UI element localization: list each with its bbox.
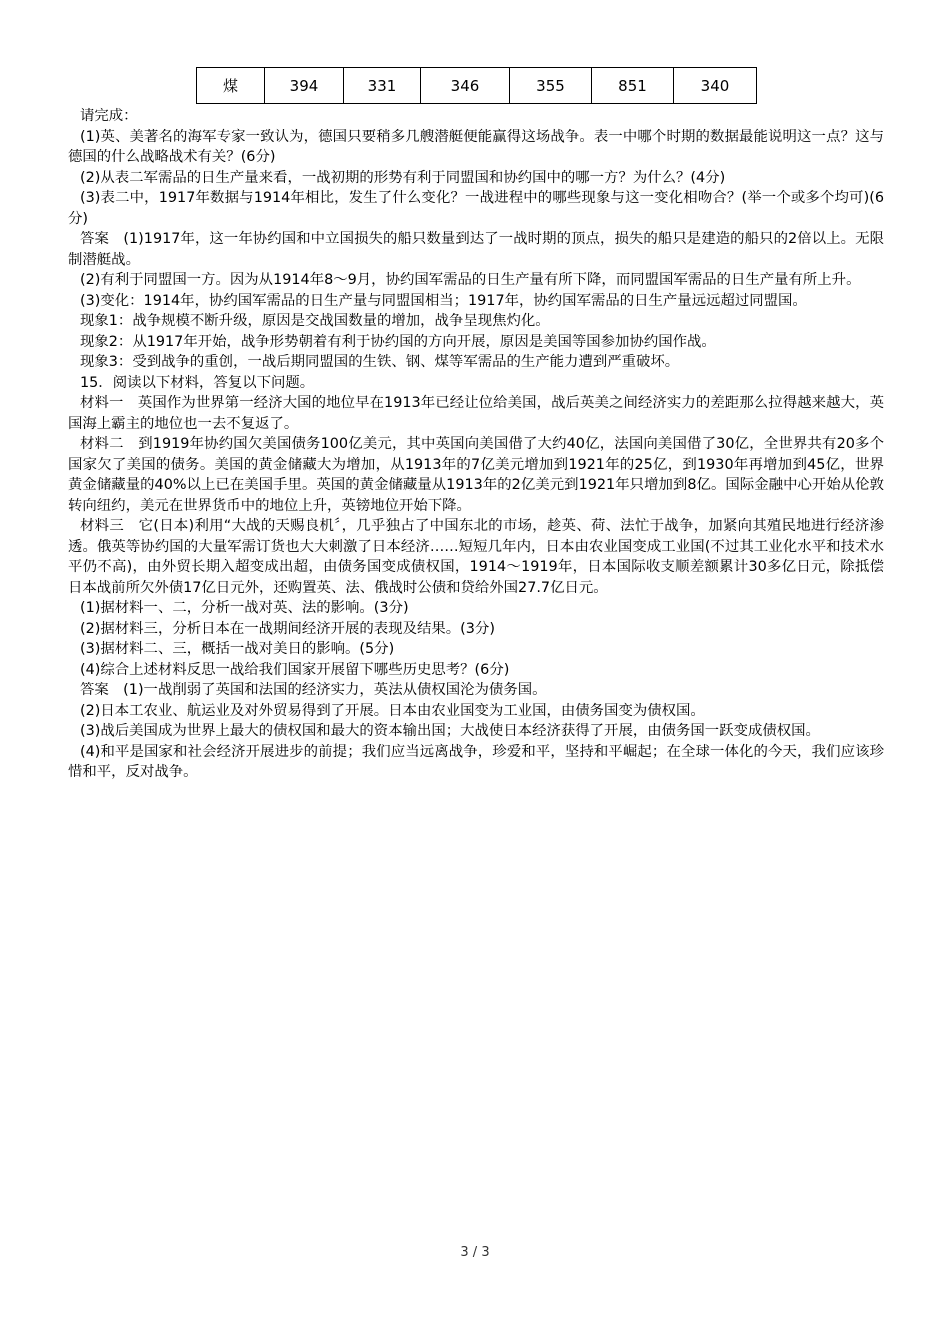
table-cell: 355: [510, 68, 592, 104]
paragraph: 材料三 它(日本)利用“大战的天赐良机〞，几乎独占了中国东北的市场，趁英、荷、法忙于战争，加紧向其殖民地进行经济渗透。俄英等协约国的大量军需订货也大大刺激了日本经济……短短几年内，日本由农业国变成工业国(不过其工业化水平和技术水平仍不高)，由外贸长期入超变成出超，由债务国变成债权国，1914～1919年，日本国际收支顺差额累计30多亿日元，除抵偿日本战前所欠外债17亿日元外，还购置英、法、俄战时公债和贷给外国27.7亿日元。: [68, 518, 884, 596]
coal-data-table: [196, 67, 757, 104]
paragraph: (1)英、美著名的海军专家一致认为，德国只要稍多几艘潜艇便能赢得这场战争。表一中哪个时期的数据最能说明这一点？这与德国的什么战略战术有关？(6分): [68, 128, 884, 165]
paragraph: (2)据材料三，分析日本在一战期间经济开展的表现及结果。(3分): [80, 620, 495, 637]
paragraph: (3)战后美国成为世界上最大的债权国和最大的资本输出国；大战使日本经济获得了开展，由债务国一跃变成债权国。: [80, 723, 820, 739]
paragraph: (2)有利于同盟国一方。因为从1914年8～9月，协约国军需品的日生产量有所下降，而同盟国军需品的日生产量有所上升。: [80, 272, 861, 288]
paragraph: (1)据材料一、二，分析一战对英、法的影响。(3分): [80, 600, 409, 616]
table-cell: 346: [421, 68, 510, 104]
paragraph: 现象2：从1917年开始，战争形势朝着有利于协约国的方向开展，原因是美国等国参加协约国作战。: [80, 333, 716, 350]
paragraph: (2)日本工农业、航运业及对外贸易得到了开展。日本由农业国变为工业国，由债务国变为债权国。: [80, 702, 705, 719]
table-cell: 煤: [197, 68, 265, 104]
paragraph: (3)表二中，1917年数据与1914年相比，发生了什么变化？一战进程中的哪些现象与这一变化相吻合？(举一个或多个均可)(6分): [68, 190, 884, 227]
document-body: [68, 106, 884, 783]
table-cell: 340: [674, 68, 757, 104]
paragraph: 现象1：战争规模不断升级，原因是交战国数量的增加，战争呈现焦灼化。: [80, 313, 550, 329]
paragraph: (3)变化：1914年，协约国军需品的日生产量与同盟国相当；1917年，协约国军需品的日生产量远远超过同盟国。: [80, 292, 807, 309]
paragraph: (2)从表二军需品的日生产量来看，一战初期的形势有利于同盟国和协约国中的哪一方？为什么？(4分): [80, 169, 726, 186]
table-cell: 394: [265, 68, 344, 104]
paragraph: (4)和平是国家和社会经济开展进步的前提；我们应当远离战争，珍爱和平，坚持和平崛起；在全球一体化的今天，我们应该珍惜和平，反对战争。: [68, 743, 884, 780]
table-cell: 331: [344, 68, 421, 104]
paragraph: (4)综合上述材料反思一战给我们国家开展留下哪些历史思考？(6分): [80, 661, 510, 678]
page-number: 3 / 3: [460, 1245, 490, 1260]
table-cell: 851: [592, 68, 674, 104]
paragraph: (3)据材料二、三，概括一战对美日的影响。(5分): [80, 641, 395, 657]
paragraph: 材料一 英国作为世界第一经济大国的地位早在1913年已经让位给美国，战后英美之间经济实力的差距那么拉得越来越大，英国海上霸主的地位也一去不复返了。: [68, 395, 884, 432]
paragraph: 答案 (1)1917年，这一年协约国和中立国损失的船只数量到达了一战时期的顶点，损失的船只是建造的船只的2倍以上。无限制潜艇战。: [68, 231, 884, 268]
paragraph: 答案 (1)一战削弱了英国和法国的经济实力，英法从债权国沦为债务国。: [80, 682, 547, 698]
paragraph: 请完成：: [80, 108, 138, 124]
table-row: [197, 68, 757, 104]
paragraph: 材料二 到1919年协约国欠美国债务100亿美元，其中英国向美国借了大约40亿，法国向美国借了30亿，全世界共有20多个国家欠了美国的债务。美国的黄金储藏大为增加，从1913年的7亿美元增加到1921年的25亿，到1930年再增加到45亿，世界黄金储藏量的40%以上已在美国手里。英国的黄金储藏量从1913年的2亿美元到1921年只增加到8亿。国际金融中心开始从伦敦转向纽约，美元在世界货币中的地位上升，英镑地位开始下降。: [68, 436, 884, 514]
paragraph: 15．阅读以下材料，答复以下问题。: [80, 374, 315, 391]
paragraph: 现象3：受到战争的重创，一战后期同盟国的生铁、钢、煤等军需品的生产能力遭到严重破坏。: [80, 354, 680, 370]
